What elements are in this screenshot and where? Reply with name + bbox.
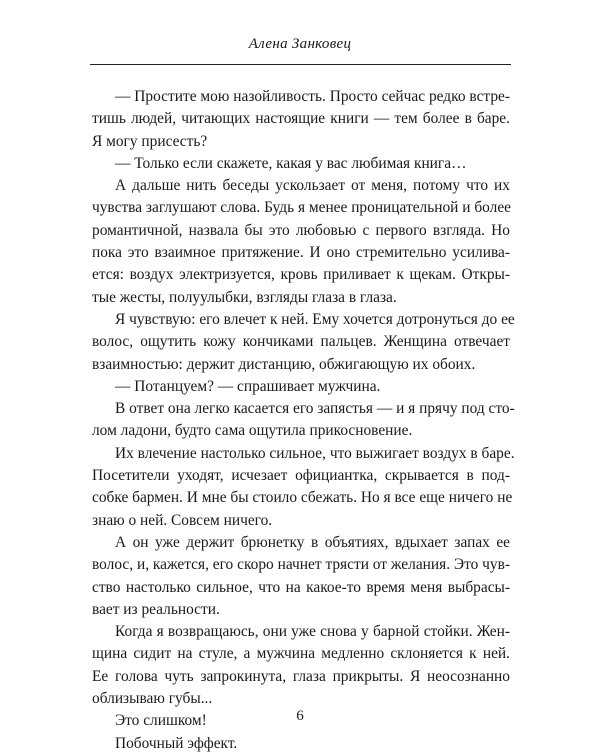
paragraph — [92, 398, 515, 443]
text-line: — Простите мою назойливость. Просто сейчас редко встре- — [115, 88, 510, 105]
paragraph — [92, 733, 510, 755]
paragraph — [92, 309, 515, 376]
paragraph — [92, 86, 510, 153]
text-line: ется: воздух электризуется, кровь приливает к щекам. Откры- — [92, 266, 510, 284]
text-line: тые жесты, полуулыбки, взгляды глаза в глаза. — [92, 288, 397, 306]
text-line: лом ладони, будто сама ощутила прикосновение. — [92, 422, 413, 440]
header-divider — [90, 64, 511, 65]
text-line: Я чувствую: его влечет к ней. Ему хочется дотронуться до ее — [115, 310, 515, 328]
text-line: пока это взаимное притяжение. И оно стремительно усилива- — [92, 244, 510, 262]
text-line: волос, и, кажется, его скоро начнет трясти от желания. Это чув- — [92, 556, 510, 574]
text-line: — Потанцуем? — спрашивает мужчина. — [115, 377, 381, 395]
text-line: взаимностью: держит дистанцию, обжигающую их обоих. — [92, 355, 476, 373]
text-line: вает из реальности. — [92, 600, 220, 618]
author-name: Алена Занковец — [248, 36, 352, 52]
text-line: волос, ощутить кожу кончиками пальцев. Женщина отвечает — [92, 333, 510, 351]
text-line: Их влечение настолько сильное, что выжигает воздух в баре. — [115, 444, 515, 462]
text-line: Я могу присесть? — [92, 132, 208, 150]
page-number: 6 — [296, 708, 304, 724]
text-line: облизываю губы... — [92, 690, 213, 708]
text-line: Побочный эффект. — [115, 734, 238, 752]
text-line: В ответ она легко касается его запястья — и я прячу под сто- — [115, 400, 515, 418]
text-line: знаю о ней. Совсем ничего. — [92, 511, 273, 529]
paragraph — [92, 175, 510, 309]
text-line: Это слишком! — [115, 712, 207, 730]
paragraph — [92, 376, 510, 398]
text-line: Посетители уходят, исчезает официантка, скрывается в под- — [92, 467, 510, 485]
paragraph — [92, 621, 510, 710]
text-line: Когда я возвращаюсь, они уже снова у барной стойки. Жен- — [115, 623, 510, 641]
page-body — [92, 86, 515, 755]
text-line: А дальше нить беседы ускользает от меня, потому что их — [115, 177, 510, 195]
running-header — [90, 36, 510, 53]
text-line: — Только если скажете, какая у вас любимая книга… — [115, 154, 467, 172]
paragraph — [92, 443, 515, 532]
text-line: А он уже держит брюнетку в объятиях, вдыхает запах ее — [115, 533, 510, 551]
text-line: ство настолько сильное, что на какое-то время меня выбрасы- — [92, 578, 510, 596]
text-line: щина сидит на стуле, а мужчина медленно склоняется к ней. — [92, 645, 510, 663]
text-line: романтичной, назвала бы это любовью с первого взгляда. Но — [92, 221, 510, 239]
paragraph — [92, 532, 510, 621]
text-line: собке бармен. И мне бы стоило сбежать. Но я все еще ничего не — [92, 489, 513, 507]
text-line: тишь людей, читающих настоящие книги — тем более в баре. — [92, 110, 510, 128]
text-line: чувства заглушают слова. Будь я менее проницательной и более — [92, 199, 511, 217]
paragraph — [92, 153, 510, 175]
text-line: Ее голова чуть запрокинута, глаза прикрыты. Я неосознанно — [92, 667, 510, 685]
